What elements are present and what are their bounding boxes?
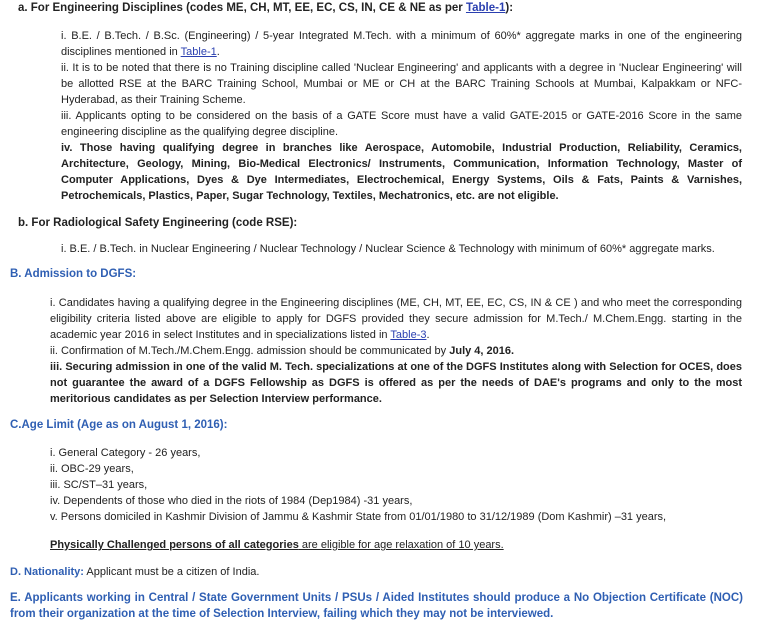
age-item-sc-st: iii. SC/ST–31 years, <box>50 479 148 491</box>
physically-challenged-label: Physically Challenged persons of all categories <box>50 539 299 551</box>
section-b-item-1: i. B.E. / B.Tech. in Nuclear Engineering / Nuclear Technology / Nuclear Science & Technology with minimum of 60%* aggregate marks. <box>61 243 715 255</box>
dgfs-item-3: iii. Securing admission in one of the valid M. Tech. specializations at one of the DGFS Institutes along with Selection for OCES, does not guarantee the award of a DGFS Fellowship as DGFS is offered as per the needs of DAE's programs and only to the most meritorious candidates as per Selection Interview performance. <box>50 361 742 405</box>
section-a-heading-end: ): <box>505 2 514 14</box>
section-a-item-2: ii. It is to be noted that there is no Training discipline called 'Nuclear Engineering' and applicants with a degree in 'Nuclear Engineering' will be allotted RSE at the BARC Training School, Mumbai or ME or CH at the BARC Training Schools at Mumbai, Kalpakkam or NFC-Hyderabad, as their Training Scheme. <box>61 62 742 106</box>
dgfs-item-1-end: . <box>426 329 430 341</box>
age-item-dep1984: iv. Dependents of those who died in the riots of 1984 (Dep1984) -31 years, <box>50 495 413 507</box>
table-1-link[interactable]: Table-1 <box>465 2 506 14</box>
section-a-item-4: iv. Those having qualifying degree in branches like Aerospace, Automobile, Industrial Production, Reliability, Ceramics, Architecture, Geology, Mining, Bio-Medical Electronics/ Instruments, Communication, Information Technology, Master of Computer Applications, Dyes & Dye Intermediates, Electrochemical, Energy Systems, Oils & Fats, Paints & Varnishes, Petrochemicals, Plastics, Paper, Sugar Technology, Textiles, Mechatronics, etc. are not eligible. <box>61 142 742 202</box>
dgfs-deadline-date: July 4, 2016. <box>449 345 515 357</box>
table-1-link-inline[interactable]: Table-1 <box>180 46 217 58</box>
section-a-heading-text: a. For Engineering Disciplines (codes ME, CH, MT, EE, EC, CS, IN, CE & NE as per <box>18 2 466 14</box>
nationality-text: Applicant must be a citizen of India. <box>83 566 260 578</box>
section-a-item-1-end: . <box>216 46 220 58</box>
noc-note: E. Applicants working in Central / State Government Units / PSUs / Aided Institutes should produce a No Objection Certificate (NOC) from their organization at the time of Selection Interview, failing which they may not be interviewed. <box>10 592 743 620</box>
dgfs-item-2 <box>50 343 514 359</box>
physically-challenged-text: are eligible for age relaxation of 10 years. <box>298 539 504 551</box>
table-3-link[interactable]: Table-3 <box>390 329 427 341</box>
section-a-heading <box>18 2 513 14</box>
section-a-item-1-text: i. B.E. / B.Tech. / B.Sc. (Engineering) / 5-year Integrated M.Tech. with a minimum of 60%* aggregate marks in one of the engineering disciplines mentioned in <box>61 30 742 58</box>
nationality-line <box>10 564 259 580</box>
age-item-general: i. General Category - 26 years, <box>50 447 201 459</box>
age-limit-heading: C.Age Limit (Age as on August 1, 2016): <box>10 419 228 431</box>
section-b-heading: b. For Radiological Safety Engineering (code RSE): <box>18 217 298 229</box>
section-a-item-3: iii. Applicants opting to be considered on the basis of a GATE Score must have a valid GATE-2015 or GATE-2016 Score in the same engineering discipline as the qualifying degree discipline. <box>61 110 742 138</box>
age-item-dom-kashmir: v. Persons domiciled in Kashmir Division of Jammu & Kashmir State from 01/01/1980 to 31/12/1989 (Dom Kashmir) –31 years, <box>50 511 667 523</box>
age-item-obc: ii. OBC-29 years, <box>50 463 134 475</box>
dgfs-heading: B. Admission to DGFS: <box>10 268 137 280</box>
nationality-heading: D. Nationality: <box>10 566 84 578</box>
physically-challenged-note <box>50 537 504 553</box>
dgfs-item-1-text: i. Candidates having a qualifying degree in the Engineering disciplines (ME, CH, MT, EE, EC, CS, IN & CE ) and who meet the corresponding eligibility criteria listed above are eligible to apply for DGFS provided they secure admission for M.Tech./ M.Chem.Engg. starting in the academic year 2016 in select Institutes and in specializations listed in <box>50 297 742 341</box>
dgfs-item-1 <box>50 295 742 343</box>
section-a-item-1 <box>61 28 742 60</box>
dgfs-item-2-text: ii. Confirmation of M.Tech./M.Chem.Engg. admission should be communicated by <box>50 345 450 357</box>
